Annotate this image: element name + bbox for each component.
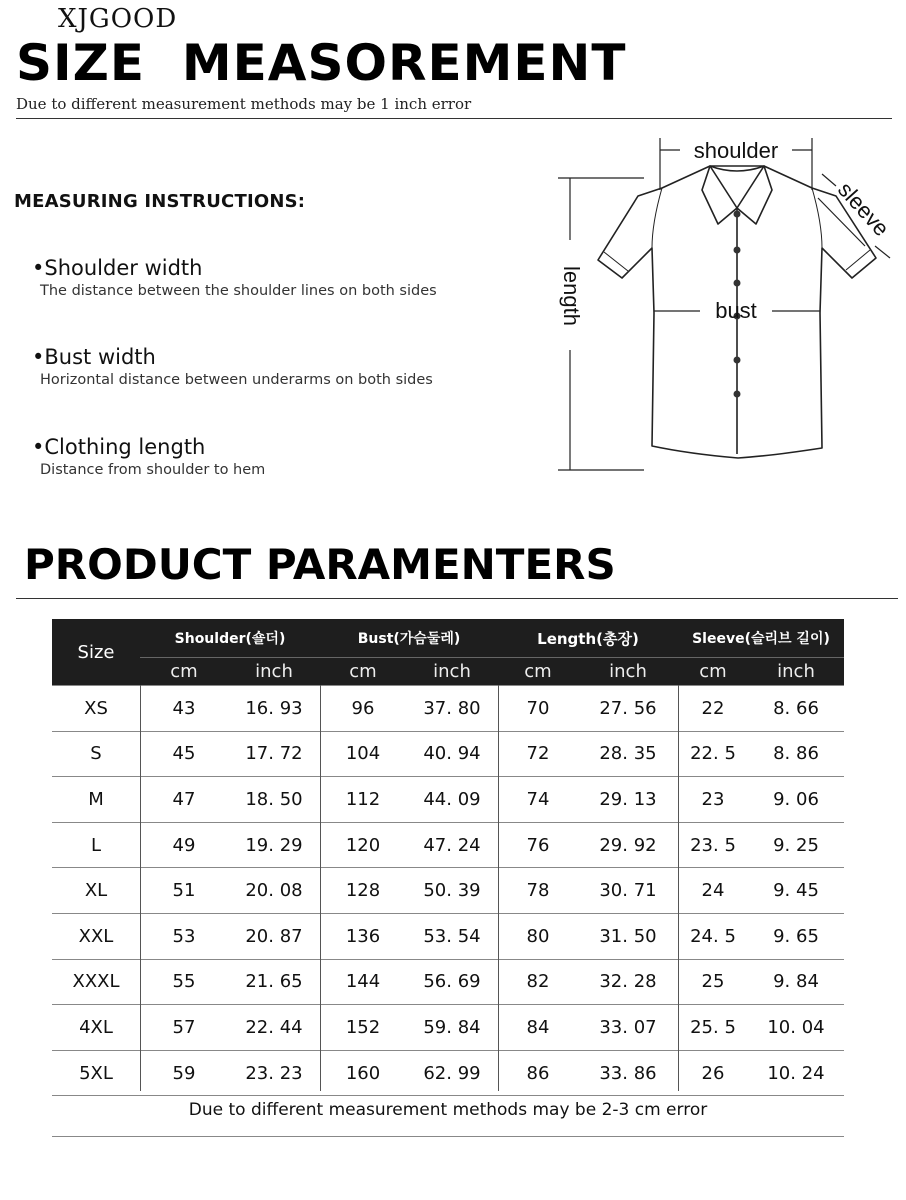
length-label: length [559,266,584,326]
value-cell: 53 [172,925,196,947]
unit-inch: inch [609,660,647,682]
value-cell: 22. 5 [690,743,736,765]
instruction-heading: •Bust width [32,345,156,369]
value-cell: 27. 56 [599,697,657,719]
value-cell: 59. 84 [423,1016,481,1038]
value-cell: 62. 99 [423,1062,481,1084]
value-cell: 23. 23 [245,1062,303,1084]
value-cell: 70 [526,697,550,719]
page-subtitle: Due to different measurement methods may be 1 inch error [16,95,472,113]
value-cell: 8. 86 [773,743,819,765]
size-cell: XL [84,880,108,902]
value-cell: 120 [345,834,381,856]
value-cell: 8. 66 [773,697,819,719]
section-title: PRODUCT PARAMENTERS [24,540,616,589]
value-cell: 26 [701,1062,725,1084]
table-row [52,777,844,823]
table-header [52,619,844,685]
unit-cm: cm [170,660,198,682]
value-cell: 51 [172,880,196,902]
value-cell: 20. 08 [245,880,303,902]
value-cell: 32. 28 [599,971,657,993]
value-cell: 18. 50 [245,788,303,810]
value-cell: 84 [526,1016,550,1038]
value-cell: 50. 39 [423,880,481,902]
table-row [52,1005,844,1051]
size-cell: 5XL [79,1062,113,1084]
value-cell: 9. 65 [773,925,819,947]
value-cell: 40. 94 [423,743,481,765]
value-cell: 59 [172,1062,196,1084]
value-cell: 23. 5 [690,834,736,856]
column-divider [140,685,141,1091]
value-cell: 10. 24 [767,1062,825,1084]
value-cell: 22 [701,697,725,719]
shoulder-label: shoulder [693,138,779,163]
value-cell: 55 [172,971,196,993]
unit-cm: cm [349,660,377,682]
table-body [52,685,844,1096]
unit-cm: cm [524,660,552,682]
value-cell: 30. 71 [599,880,657,902]
column-divider [498,685,499,1091]
value-cell: 28. 35 [599,743,657,765]
value-cell: 43 [172,697,196,719]
table-row [52,960,844,1006]
error-note: Due to different measurement methods may be 2-3 cm error [188,1100,708,1120]
instruction-description: Horizontal distance between underarms on both sides [40,372,433,388]
value-cell: 21. 65 [245,971,303,993]
value-cell: 9. 45 [773,880,819,902]
value-cell: 33. 86 [599,1062,657,1084]
value-cell: 152 [345,1016,381,1038]
value-cell: 160 [345,1062,381,1084]
value-cell: 57 [172,1016,196,1038]
table-row [52,685,844,732]
value-cell: 82 [526,971,550,993]
unit-cm: cm [699,660,727,682]
table-row [52,914,844,960]
value-cell: 24. 5 [690,925,736,947]
table-row [52,823,844,869]
unit-inch: inch [255,660,293,682]
size-cell: XXXL [72,971,120,993]
value-cell: 22. 44 [245,1016,303,1038]
value-cell: 29. 92 [599,834,657,856]
value-cell: 47. 24 [423,834,481,856]
value-cell: 33. 07 [599,1016,657,1038]
sleeve-label: sleeve [833,176,895,241]
instruction-description: Distance from shoulder to hem [40,462,266,478]
instruction-item [32,435,265,478]
column-divider [678,685,679,1091]
value-cell: 37. 80 [423,697,481,719]
value-cell: 25 [701,971,725,993]
size-cell: S [90,743,102,765]
header-sleeve: Sleeve(슬리브 길이) [692,631,830,647]
value-cell: 9. 84 [773,971,819,993]
value-cell: 23 [701,788,725,810]
value-cell: 16. 93 [245,697,303,719]
divider [16,118,892,119]
value-cell: 24 [701,880,725,902]
instruction-item [32,345,433,388]
value-cell: 31. 50 [599,925,657,947]
value-cell: 104 [345,743,381,765]
value-cell: 72 [526,743,550,765]
unit-inch: inch [777,660,815,682]
size-cell: XXL [78,925,114,947]
size-cell: M [88,788,104,810]
value-cell: 47 [172,788,196,810]
value-cell: 45 [172,743,196,765]
value-cell: 44. 09 [423,788,481,810]
value-cell: 56. 69 [423,971,481,993]
header-size: Size [77,641,115,663]
value-cell: 128 [345,880,381,902]
page-title: SIZE MEASOREMENT [16,34,627,92]
value-cell: 17. 72 [245,743,303,765]
size-cell: XS [84,697,108,719]
value-cell: 49 [172,834,196,856]
instruction-heading: •Clothing length [32,435,206,459]
size-cell: L [90,834,102,856]
shirt-diagram [540,128,900,488]
value-cell: 10. 04 [767,1016,825,1038]
size-cell: 4XL [79,1016,113,1038]
table-row [52,868,844,914]
instructions-title: MEASURING INSTRUCTIONS: [14,191,306,212]
value-cell: 9. 06 [773,788,819,810]
value-cell: 112 [345,788,381,810]
value-cell: 9. 25 [773,834,819,856]
table-row [52,1051,844,1097]
value-cell: 20. 87 [245,925,303,947]
value-cell: 78 [526,880,550,902]
unit-inch: inch [433,660,471,682]
table-row [52,732,844,778]
value-cell: 80 [526,925,550,947]
instruction-item [32,256,437,299]
value-cell: 76 [526,834,550,856]
value-cell: 19. 29 [245,834,303,856]
bust-label: bust [715,298,757,323]
size-table [52,619,844,1096]
instruction-heading: •Shoulder width [32,256,203,280]
value-cell: 25. 5 [690,1016,736,1038]
value-cell: 96 [351,697,375,719]
value-cell: 29. 13 [599,788,657,810]
divider [52,1136,844,1137]
column-divider [320,685,321,1091]
value-cell: 53. 54 [423,925,481,947]
header-bust: Bust(가슴둘레) [357,631,461,647]
divider [16,598,898,599]
value-cell: 74 [526,788,550,810]
header-length: Length(총장) [537,629,639,648]
value-cell: 144 [345,971,381,993]
instruction-description: The distance between the shoulder lines on both sides [40,283,437,299]
value-cell: 136 [345,925,381,947]
header-shoulder: Shoulder(숄더) [174,631,286,647]
value-cell: 86 [526,1062,550,1084]
brand-logo: XJGOOD [58,4,178,34]
